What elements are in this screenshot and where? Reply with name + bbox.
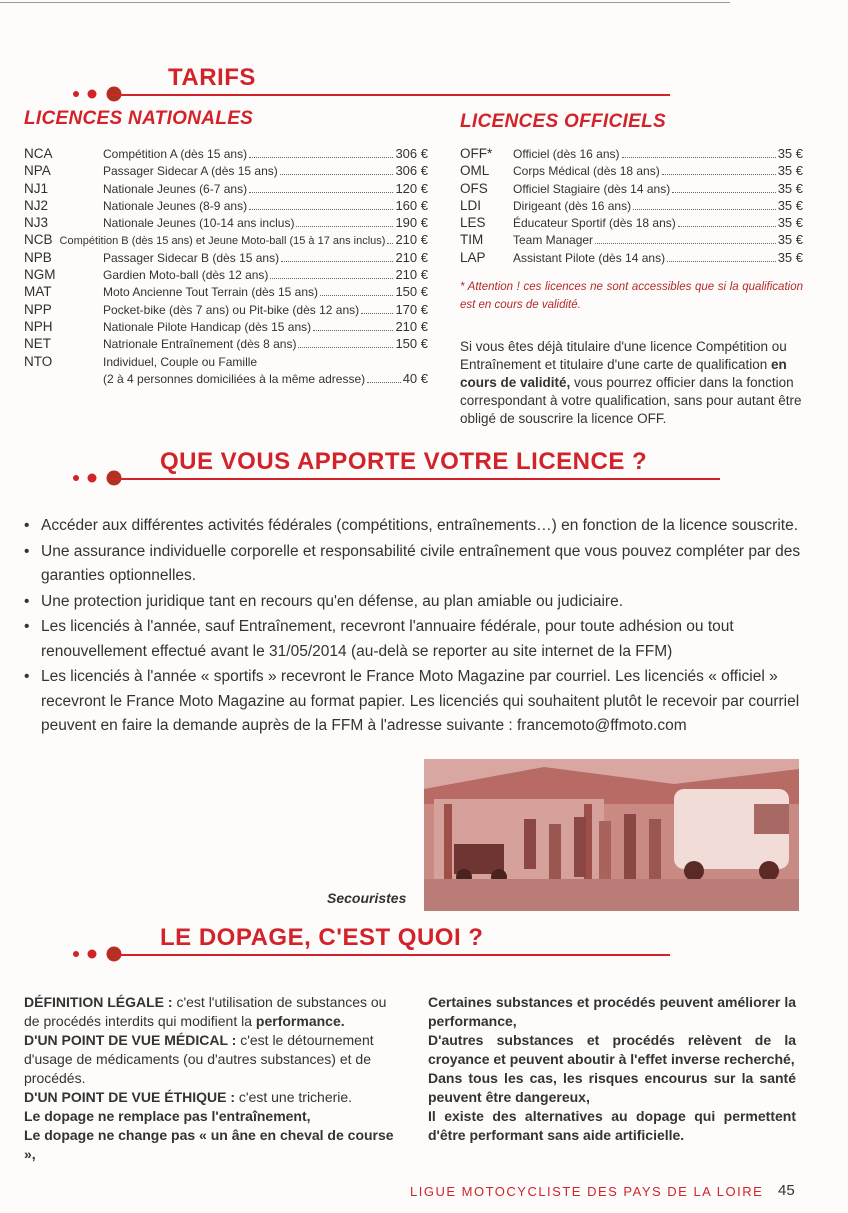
license-description: Team Manager: [513, 233, 594, 248]
license-price: 35 €: [777, 197, 803, 213]
dopage-point: Dans tous les cas, les risques encourus sur la santé peuvent être dangereux,: [428, 1070, 796, 1105]
tarifs-header: [70, 62, 675, 102]
license-price: 210 €: [395, 318, 428, 334]
license-price: 210 €: [395, 232, 428, 248]
officiels-heading: LICENCES OFFICIELS: [460, 111, 666, 132]
list-item-text: Accéder aux différentes activités fédérales (compétitions, entraînements…) en fonction de la licence souscrite.: [41, 517, 799, 534]
dopage-bold: D'UN POINT DE VUE MÉDICAL :: [24, 1032, 237, 1048]
dopage-bold: DÉFINITION LÉGALE :: [24, 994, 173, 1010]
para-bold: en cours de validité,: [460, 357, 787, 390]
dopage-title: LE DOPAGE, C'EST QUOI ?: [160, 924, 484, 951]
license-price: 35 €: [777, 232, 803, 248]
dot-leader: [249, 209, 393, 210]
license-price: 210 €: [395, 249, 428, 265]
dot-leader: [249, 192, 393, 193]
officiels-paragraph: [460, 338, 803, 428]
license-row: [24, 250, 428, 267]
license-row: [460, 163, 803, 180]
license-row: [460, 146, 803, 163]
license-code: OFS: [460, 180, 488, 196]
license-description: Nationale Jeunes (8-9 ans): [103, 198, 248, 213]
license-code: OFF*: [460, 146, 493, 161]
list-item: [24, 615, 804, 664]
license-code: NPH: [24, 318, 53, 334]
license-price: 120 €: [395, 180, 428, 196]
license-price: 150 €: [395, 284, 428, 300]
license-description: Officiel Stagiaire (dès 14 ans): [513, 181, 671, 196]
license-row: [24, 232, 428, 249]
license-code: NGM: [24, 267, 56, 283]
dot-leader: [361, 313, 393, 314]
footer-league: LIGUE MOTOCYCLISTE DES PAYS DE LA LOIRE: [410, 1184, 764, 1199]
dopage-line: [24, 1107, 394, 1126]
license-code: NCA: [24, 146, 53, 161]
list-item: [24, 514, 804, 539]
bullet-icon: •: [24, 517, 30, 534]
dopage-line: [24, 1031, 394, 1088]
license-row: [460, 181, 803, 198]
apport-list: [24, 514, 804, 740]
license-description: Corps Médical (dès 18 ans): [513, 164, 660, 179]
license-description: Éducateur Sportif (dès 18 ans): [513, 216, 676, 231]
section-rule: [110, 478, 720, 480]
license-price: 35 €: [777, 163, 803, 179]
nationales-table: [24, 146, 428, 388]
license-row: [24, 267, 428, 284]
dot-leader: [622, 157, 776, 158]
tarifs-title: TARIFS: [168, 64, 256, 91]
dot-leader: [270, 278, 393, 279]
dot-leader: [667, 261, 776, 262]
section-rule: [110, 954, 670, 956]
license-code: TIM: [460, 232, 484, 248]
license-code: MAT: [24, 284, 52, 300]
license-price: 150 €: [395, 336, 428, 352]
bullet-icon: •: [24, 592, 30, 610]
dopage-point: Il existe des alternatives au dopage qui permettent d'être performant sans aide artificielle.: [428, 1108, 796, 1143]
dopage-point: Certaines substances et procédés peuvent améliorer la performance,: [428, 994, 796, 1029]
license-price: 306 €: [395, 163, 428, 179]
license-code: LAP: [460, 249, 486, 265]
license-description: Compétition B (dès 15 ans) et Jeune Moto-ball (15 à 17 ans inclus): [59, 235, 386, 248]
license-code: NPP: [24, 301, 52, 317]
bullet-icon: •: [24, 668, 30, 685]
dopage-text: c'est l'utilisation de substances ou de procédés interdits qui modifient la: [24, 994, 387, 1029]
dopage-line: [24, 1126, 394, 1164]
dot-leader: [662, 174, 776, 175]
license-code: NPB: [24, 249, 52, 265]
section-rule: [110, 94, 670, 96]
license-description: Passager Sidecar A (dès 15 ans): [103, 164, 278, 179]
dopage-text: c'est le détournement d'usage de médicaments (ou d'autres substances) et de procédés.: [24, 1032, 374, 1086]
list-item: [24, 665, 804, 739]
secouristes-image: [424, 759, 799, 911]
apport-header: [70, 446, 730, 486]
dopage-bold: Le dopage ne change pas « un âne en cheval de course »,: [24, 1127, 394, 1162]
list-item: [24, 540, 804, 589]
list-item-text: Les licenciés à l'année « sportifs » recevront le France Moto Magazine par courriel. Les licenciés « officiel » recevront le France Moto Magazine au format papier. Les licenciés qui souhaitent plutôt le recevoir par courriel peuvent en faire la demande auprès de la FFM à l'adresse suivante : francemoto@ffmoto.com: [41, 668, 800, 734]
license-code: NJ2: [24, 197, 49, 213]
dot-leader: [595, 243, 776, 244]
license-description: (2 à 4 personnes domiciliées à la même adresse): [103, 371, 366, 386]
license-code: NPA: [24, 163, 51, 179]
license-description: Nationale Pilote Handicap (dès 15 ans): [103, 319, 312, 334]
license-description: Nationale Jeunes (10-14 ans inclus): [103, 216, 295, 231]
nationales-heading: LICENCES NATIONALES: [24, 108, 254, 129]
license-code: NTO: [24, 353, 53, 369]
license-row: [24, 319, 428, 336]
dopage-header: [70, 922, 680, 962]
license-code: LDI: [460, 197, 482, 213]
officiels-note: * Attention ! ces licences ne sont accessibles que si la qualification est en cours de validité.: [460, 281, 803, 311]
license-price: 35 €: [777, 180, 803, 196]
license-description: Nationale Jeunes (6-7 ans): [103, 181, 248, 196]
license-code: NET: [24, 336, 51, 352]
license-code: NJ3: [24, 215, 49, 231]
license-description: Individuel, Couple ou Famille: [103, 354, 258, 369]
license-price: 35 €: [777, 249, 803, 265]
license-price: 190 €: [395, 215, 428, 231]
dopage-bold-end: performance.: [255, 1013, 345, 1029]
license-row: [24, 354, 428, 371]
license-description: Compétition A (dès 15 ans): [103, 147, 248, 161]
license-description: Officiel (dès 16 ans): [513, 147, 620, 161]
license-code: OML: [460, 163, 490, 179]
list-item-text: Une assurance individuelle corporelle et responsabilité civile entraînement que vous pouvez compléter par des garanties optionnelles.: [41, 542, 801, 584]
list-item-text: Les licenciés à l'année, sauf Entraînement, recevront l'annuaire fédérale, pour toute adhésion ou tout renouvellement effectué avant le 31/05/2014 (au-delà se reporter au site internet de la FFM): [41, 618, 734, 660]
license-row: [460, 215, 803, 232]
license-row: [24, 181, 428, 198]
license-row: [24, 371, 428, 388]
license-code: NJ1: [24, 180, 49, 196]
photo-caption: Secouristes: [327, 890, 407, 906]
dopage-text: c'est une tricherie.: [235, 1089, 353, 1105]
license-row: [24, 336, 428, 353]
dot-leader: [367, 382, 401, 383]
dot-leader: [296, 226, 393, 227]
secouristes-photo: [424, 759, 799, 911]
page-number: 45: [778, 1182, 795, 1199]
license-row: [24, 215, 428, 232]
license-code: LES: [460, 215, 486, 231]
license-row: [460, 198, 803, 215]
dopage-bold: D'UN POINT DE VUE ÉTHIQUE :: [24, 1089, 236, 1105]
apport-title: QUE VOUS APPORTE VOTRE LICENCE ?: [160, 448, 648, 475]
dot-leader: [280, 174, 394, 175]
dopage-bold: Le dopage ne remplace pas l'entraînement,: [24, 1108, 311, 1124]
license-price: 170 €: [395, 301, 428, 317]
dot-leader: [281, 261, 393, 262]
license-description: Passager Sidecar B (dès 15 ans): [103, 250, 280, 265]
license-description: Natrionale Entraînement (dès 8 ans): [103, 337, 297, 352]
dopage-line: [24, 993, 394, 1031]
dot-leader: [387, 243, 393, 244]
dot-leader: [633, 209, 776, 210]
license-description: Pocket-bike (dès 7 ans) ou Pit-bike (dès 12 ans): [103, 302, 360, 317]
license-description: Dirigeant (dès 16 ans): [513, 198, 632, 213]
license-row: [24, 198, 428, 215]
license-row: [24, 284, 428, 301]
license-row: [24, 146, 428, 163]
list-item-text: Une protection juridique tant en recours qu'en défense, au plan amiable ou judiciaire.: [41, 592, 623, 610]
officiels-table: [460, 146, 803, 267]
dopage-point: D'autres substances et procédés relèvent de la croyance et peuvent aboutir à l'effet inverse recherché,: [428, 1032, 796, 1067]
dot-leader: [320, 295, 393, 296]
para-text-1: Si vous êtes déjà titulaire d'une licence Compétition ou Entraînement et titulaire d'une carte de qualification: [460, 339, 787, 372]
license-row: [460, 232, 803, 249]
license-code: NCB: [24, 232, 53, 248]
license-description: Moto Ancienne Tout Terrain (dès 15 ans): [103, 285, 319, 300]
list-item: [24, 590, 804, 615]
license-price: 306 €: [395, 146, 428, 161]
license-price: 40 €: [402, 370, 428, 386]
license-row: [24, 302, 428, 319]
license-price: 210 €: [395, 267, 428, 283]
license-price: 160 €: [395, 197, 428, 213]
license-row: [24, 163, 428, 180]
dopage-line: [24, 1088, 394, 1107]
dot-leader: [678, 226, 776, 227]
dot-leader: [249, 157, 393, 158]
bullet-icon: •: [24, 618, 30, 635]
top-rule: [0, 2, 730, 3]
dopage-left-column: [24, 993, 394, 1164]
dot-leader: [672, 192, 775, 193]
license-row: [460, 250, 803, 267]
para-text-2: vous pourrez officier dans la fonction correspondant à votre qualification, sans pour autant être obligé de souscrire la licence OFF.: [460, 375, 802, 426]
license-price: 35 €: [777, 146, 803, 161]
license-description: Assistant Pilote (dès 14 ans): [513, 250, 666, 265]
dot-leader: [298, 347, 393, 348]
license-description: Gardien Moto-ball (dès 12 ans): [103, 268, 269, 283]
bullet-icon: •: [24, 542, 30, 560]
dot-leader: [313, 330, 393, 331]
dopage-right-column: [428, 993, 796, 1145]
license-price: 35 €: [777, 215, 803, 231]
